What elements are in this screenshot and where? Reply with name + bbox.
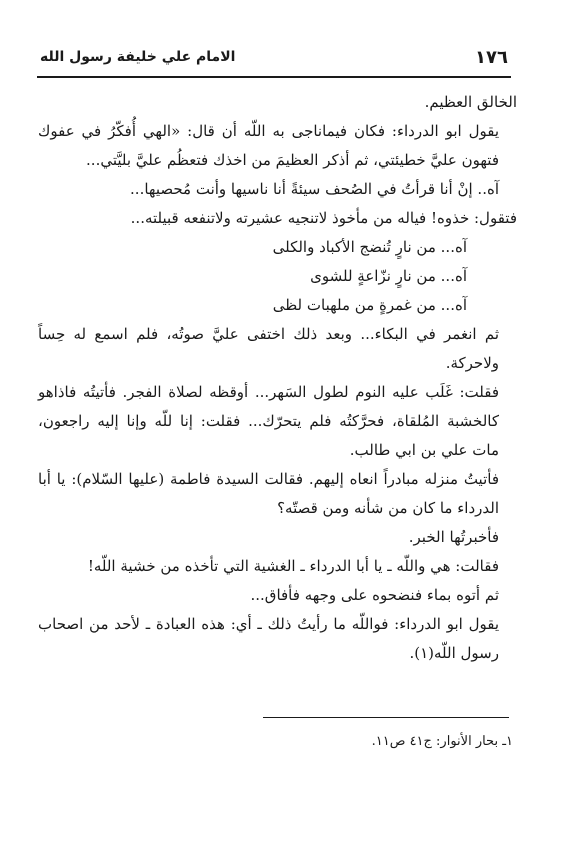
paragraph: الخالق العظيم. [424, 93, 517, 111]
paragraph: فقالت: هي واللّه ـ يا أبا الدرداء ـ الغشية التي تأخذه من خشية اللّه! [87, 557, 499, 575]
verse-line: آه... من نارٍ تُنضج الأكباد والكلى [272, 238, 467, 256]
paragraph: فأخبرتُها الخبر. [408, 528, 499, 546]
paragraph: فتقول: خذوه! فياله من مأخوذ لاتنجيه عشيرته ولاتنفعه قبيلته... [130, 209, 517, 227]
footnote-rule [263, 717, 509, 718]
paragraph: فأتيتُ منزله مبادراً انعاه إليهم. فقالت السيدة فاطمة (عليها السّلام): يا أبا الدرداء ما كان من شأنه ومن قصتّه؟ [38, 470, 499, 517]
footnote-marker: (١). [409, 644, 435, 662]
page-number: ١٧٦ [475, 46, 508, 68]
page-body [38, 88, 517, 668]
footnote: ١ـ بحار الأنوار: ج٤١ ص١١. [371, 734, 513, 749]
paragraph: فقلت: غَلَب عليه النوم لطول السَهر... أوقظه لصلاة الفجر. فأتيتُه فاذاهو كالخشبة المُلقاة، فحرَّكتُه فلم يتحرّك... فقلت: إنا للّه وإنا إليه راجعون، مات علي بن ابي طالب. [38, 383, 499, 459]
paragraph: يقول ابو الدرداء: فكان فيماناجى به اللّه أن قال: «الهي أُفكّرُ في عفوك فتهون عليَّ خطيئتي، ثم أذكر العظيمَ من اخذك فتعظُم عليَّ بليَّتي... [38, 122, 499, 169]
verse-line: آه... من غمرةٍ من ملهبات لظى [272, 296, 467, 314]
paragraph: ثم انغمر في البكاء... وبعد ذلك اختفى عليَّ صوتُه، فلم اسمع له حِساً ولاحركة. [38, 325, 499, 372]
final-paragraph [38, 610, 517, 668]
header-rule [37, 76, 511, 78]
paragraph-text: يقول ابو الدرداء: فواللّه ما رأيتُ ذلك ـ أي: هذه العبادة ـ لأحد من اصحاب رسول اللّه [38, 615, 499, 662]
paragraph: آه.. إنْ أنا قرأتُ في الصُحف سيئةً أنا ناسيها وأنت مُحصيها... [130, 180, 499, 198]
verse-line: آه... من نارٍ نزّاعةٍ للشوى [310, 267, 467, 285]
page-header [40, 40, 508, 74]
running-title: الامام علي خليفة رسول الله [40, 49, 236, 65]
paragraph: ثم أتوه بماء فنضحوه على وجهه فأفاق... [250, 586, 499, 604]
